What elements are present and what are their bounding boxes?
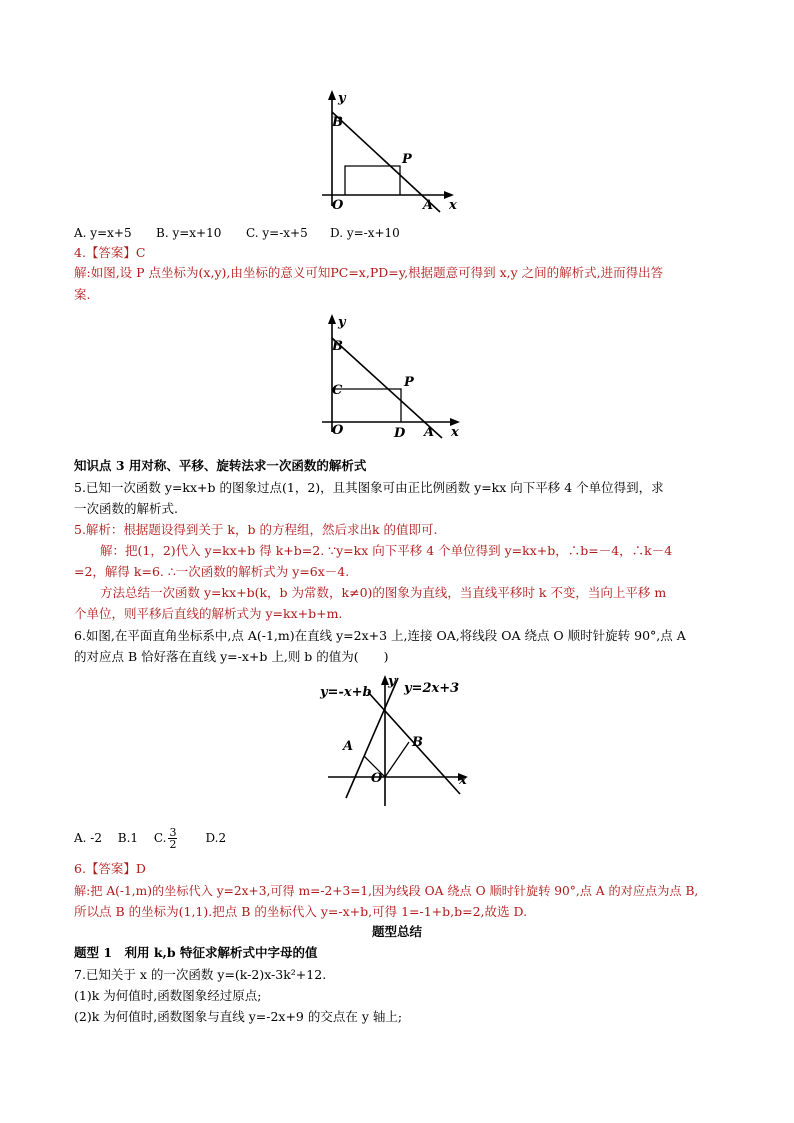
- figure-q3-graph: [318, 88, 468, 218]
- point-b-label: B: [332, 339, 343, 354]
- y-axis-label: y: [388, 674, 396, 689]
- q6-text-line2: 的对应点 B 恰好落在直线 y=-x+b 上,则 b 的值为( ): [74, 649, 389, 664]
- q5-method-line2: 个单位，则平移后直线的解析式为 y=kx+b+m.: [74, 606, 343, 621]
- q6-answer: 6.【答案】D: [74, 861, 146, 876]
- q4-solution-line1: 解:如图,设 P 点坐标为(x,y),由坐标的意义可知PC=x,PD=y,根据题意可得到 x,y 之间的解析式,进而得出答: [74, 265, 664, 280]
- point-a-label: A: [424, 425, 435, 440]
- q6-options-ab: A. -2 B.1 C.: [74, 831, 167, 845]
- q6-option-d: D.2: [205, 831, 227, 845]
- q5-solution-line2: =2，解得 k=6. ∴一次函数的解析式为 y=6x－4.: [74, 564, 350, 579]
- q7-part2: (2)k 为何值时,函数图象与直线 y=-2x+9 的交点在 y 轴上;: [74, 1009, 403, 1024]
- origin-label: O: [332, 423, 344, 438]
- q5-text-line1: 5.已知一次函数 y=kx+b 的图象过点(1，2)，且其图象可由正比例函数 y=kx 向下平移 4 个单位得到，求: [74, 480, 664, 495]
- point-b-label: B: [412, 735, 423, 750]
- origin-label: O: [371, 771, 383, 786]
- q7-text: 7.已知关于 x 的一次函数 y=(k-2)x-3k²+12.: [74, 967, 327, 982]
- q5-method-line1: 方法总结一次函数 y=kx+b(k，b 为常数，k≠0)的图象为直线，当直线平移时 k 不变，当向上平移 m: [100, 585, 667, 600]
- option-c: C. y=-x+5: [246, 226, 308, 240]
- y-axis-label: y: [338, 315, 346, 330]
- point-d-label: D: [394, 426, 406, 441]
- summary-title: 题型总结: [371, 924, 422, 939]
- option-d: D. y=-x+10: [330, 226, 400, 240]
- x-axis-label: x: [451, 425, 459, 440]
- x-axis-label: x: [459, 773, 467, 788]
- q5-solution-line1: 解：把(1，2)代入 y=kx+b 得 k+b=2. ∵y=kx 向下平移 4 个单位得到 y=kx+b，∴b=－4，∴k－4: [100, 543, 673, 558]
- q7-part1: (1)k 为何值时,函数图象经过原点;: [74, 988, 262, 1003]
- q6-text-line1: 6.如图,在平面直角坐标系中,点 A(-1,m)在直线 y=2x+3 上,连接 OA,将线段 OA 绕点 O 顺时针旋转 90°,点 A: [74, 628, 686, 643]
- q6-solution-line2: 所以点 B 的坐标为(1,1).把点 B 的坐标代入 y=-x+b,可得 1=-1+b,b=2,故选 D.: [74, 904, 528, 919]
- q5-analysis: 5.解析：根据题设得到关于 k，b 的方程组，然后求出k 的值即可.: [74, 522, 438, 537]
- figure-q4-graph: [318, 312, 468, 442]
- q4-answer: 4.【答案】C: [74, 245, 146, 260]
- figure-q6-graph: [318, 672, 478, 808]
- q5-text-line2: 一次函数的解析式.: [74, 501, 178, 516]
- line-1-label: y=-x+b: [320, 685, 372, 700]
- type1-heading: 题型 1 利用 k,b 特征求解析式中字母的值: [74, 945, 318, 960]
- option-a: A. y=x+5: [74, 226, 132, 240]
- fraction-numerator: 3: [169, 826, 177, 839]
- q6-options: [74, 826, 226, 850]
- point-a-label: A: [423, 198, 434, 213]
- y-axis-label: y: [338, 91, 346, 106]
- x-axis-label: x: [449, 198, 457, 213]
- origin-label: O: [332, 198, 344, 213]
- section-heading-3: 知识点 3 用对称、平移、旋转法求一次函数的解析式: [74, 458, 367, 473]
- point-b-label: B: [332, 115, 343, 130]
- q6-solution-line1: 解:把 A(-1,m)的坐标代入 y=2x+3,可得 m=-2+3=1,因为线段 OA 绕点 O 顺时针旋转 90°,点 A 的对应点为点 B,: [74, 884, 699, 898]
- point-a-label: A: [343, 739, 354, 754]
- point-p-label: P: [402, 152, 412, 167]
- fraction-three-halves: [168, 827, 177, 850]
- point-p-label: P: [404, 375, 414, 390]
- q4-solution-line2: 案.: [74, 287, 91, 302]
- line-2-label: y=2x+3: [404, 681, 460, 696]
- option-b: B. y=x+10: [156, 226, 222, 240]
- fraction-denominator: 2: [169, 838, 177, 851]
- point-c-label: C: [332, 383, 343, 398]
